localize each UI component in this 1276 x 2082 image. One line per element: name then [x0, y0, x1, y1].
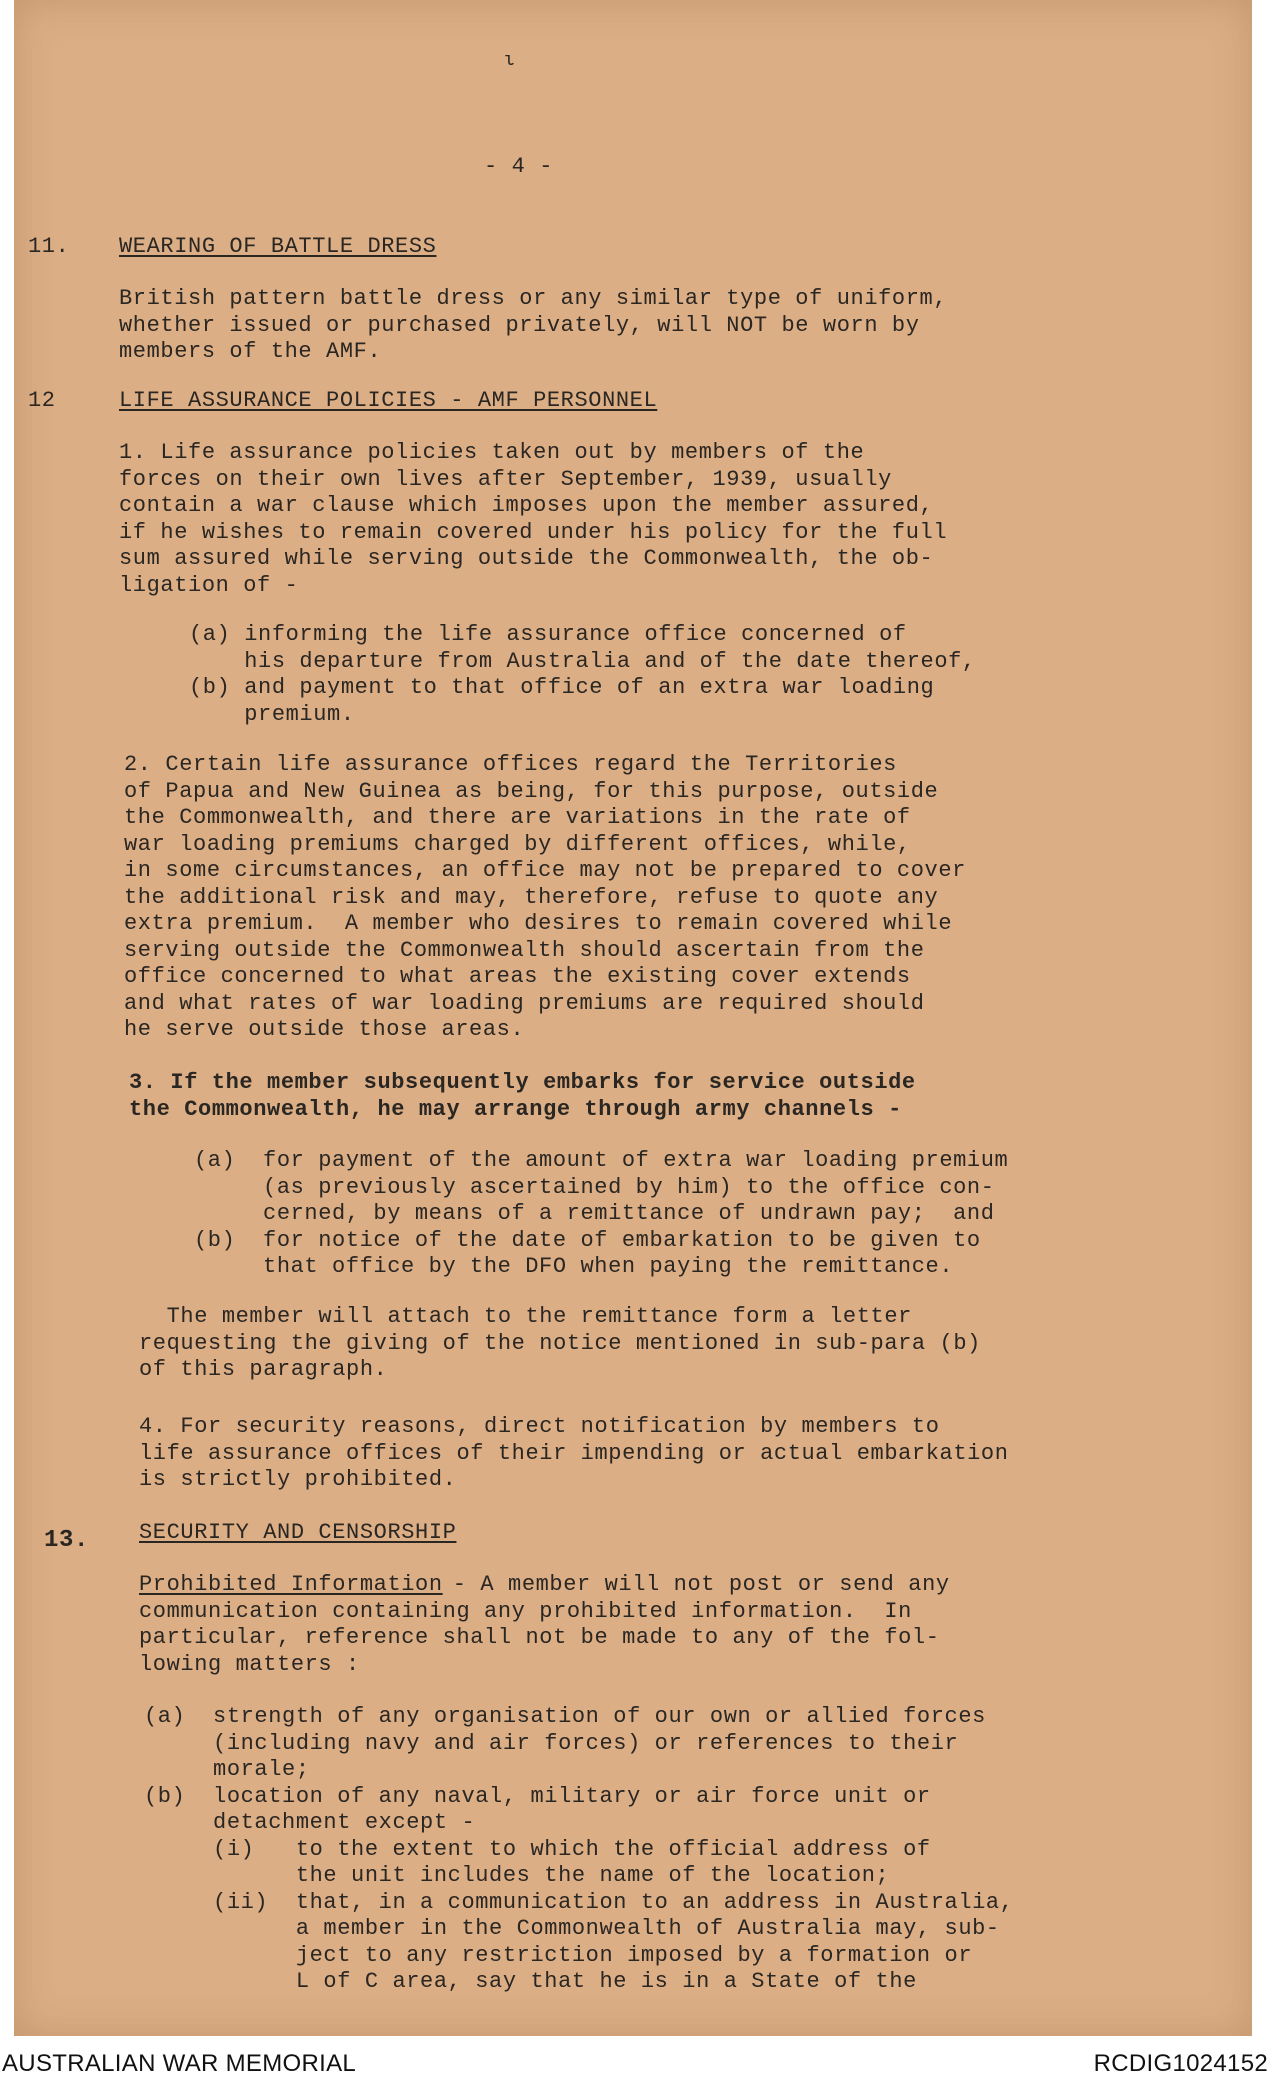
section-12-para-3 — [129, 1070, 916, 1123]
text-line: forces on their own lives after September, 1939, usually — [119, 466, 892, 492]
text-line: requesting the giving of the notice mentioned in sub-para (b) — [139, 1330, 981, 1356]
text-line: a member in the Commonwealth of Australia may, sub- — [144, 1916, 1000, 1941]
section-12-para-1 — [119, 440, 947, 599]
section-12-para-1-items — [189, 622, 976, 728]
text-line: he serve outside those areas. — [124, 1017, 525, 1042]
text-line: the additional risk and may, therefore, refuse to quote any — [124, 884, 939, 910]
section-11-heading: WEARING OF BATTLE DRESS — [119, 234, 437, 259]
text-line: war loading premiums charged by different offices, while, — [124, 831, 911, 857]
section-13-intro — [139, 1572, 950, 1678]
section-11-number: 11. — [28, 234, 70, 259]
text-line: extra premium. A member who desires to remain covered while — [124, 911, 953, 936]
section-13-heading: SECURITY AND CENSORSHIP — [139, 1520, 457, 1545]
section-12-para-3-note — [139, 1304, 981, 1384]
text-line: of Papua and New Guinea as being, for this purpose, outside — [124, 778, 939, 804]
text-line: 1. Life assurance policies taken out by members of the — [119, 440, 865, 465]
text-line: and what rates of war loading premiums are required should — [124, 990, 925, 1016]
text-line: his departure from Australia and of the date thereof, — [189, 648, 976, 674]
text-line: the Commonwealth, and there are variations in the rate of — [124, 805, 911, 830]
text-line: - A member will not post or send any — [439, 1572, 950, 1597]
section-11-body — [119, 286, 947, 366]
section-12-para-2 — [124, 752, 966, 1044]
text-line: the unit includes the name of the location; — [144, 1863, 890, 1888]
section-13-items — [144, 1704, 1014, 1996]
section-12-para-3-items — [194, 1148, 1008, 1281]
footer — [0, 2044, 1276, 2082]
section-12-number: 12 — [28, 388, 56, 413]
section-13-intro-label: Prohibited Information — [139, 1572, 443, 1597]
text-line: (a) informing the life assurance office concerned of — [189, 622, 907, 647]
text-line: sum assured while serving outside the Commonwealth, the ob- — [119, 546, 934, 571]
text-line: particular, reference shall not be made to any of the fol- — [139, 1625, 940, 1650]
text-line: premium. — [189, 701, 355, 727]
text-line: communication containing any prohibited information. In — [139, 1598, 912, 1624]
text-line: contain a war clause which imposes upon the member assured, — [119, 493, 934, 518]
text-line: is strictly prohibited. — [139, 1467, 457, 1492]
text-line: office concerned to what areas the existing cover extends — [124, 964, 911, 989]
page-mark: ι — [504, 51, 516, 71]
text-line: (b) for notice of the date of embarkation to be given to — [194, 1227, 981, 1253]
text-line: that office by the DFO when paying the remittance. — [194, 1254, 954, 1279]
text-line: the Commonwealth, he may arrange through army channels - — [129, 1096, 902, 1122]
section-13-number: 13. — [44, 1527, 90, 1554]
footer-source: AUSTRALIAN WAR MEMORIAL — [2, 2050, 357, 2077]
text-line: (b) location of any naval, military or air force unit or — [144, 1783, 931, 1809]
text-line: 3. If the member subsequently embarks for service outside — [129, 1070, 916, 1095]
text-line: (a) for payment of the amount of extra war loading premium — [194, 1148, 1009, 1173]
text-line: detachment except - — [144, 1810, 476, 1835]
text-line: (i) to the extent to which the official address of — [144, 1836, 931, 1862]
text-line: The member will attach to the remittance form a letter — [139, 1304, 912, 1329]
text-line: in some circumstances, an office may not be prepared to cover — [124, 858, 966, 883]
text-line: L of C area, say that he is in a State of the — [144, 1969, 917, 1994]
text-line: of this paragraph. — [139, 1357, 388, 1382]
text-line: (a) strength of any organisation of our own or allied forces — [144, 1704, 986, 1729]
text-line: 4. For security reasons, direct notification by members to — [139, 1414, 940, 1439]
text-line: 2. Certain life assurance offices regard the Territories — [124, 752, 897, 777]
text-line: ject to any restriction imposed by a formation or — [144, 1942, 973, 1968]
text-line: ligation of - — [119, 572, 299, 598]
section-12-heading: LIFE ASSURANCE POLICIES - AMF PERSONNEL — [119, 388, 658, 413]
text-line: cerned, by means of a remittance of undrawn pay; and — [194, 1201, 995, 1226]
text-line: (b) and payment to that office of an extra war loading — [189, 675, 935, 700]
text-line: (ii) that, in a communication to an address in Australia, — [144, 1889, 1014, 1915]
document-page — [14, 0, 1252, 2036]
text-line: (as previously ascertained by him) to the office con- — [194, 1174, 995, 1200]
text-line: members of the AMF. — [119, 339, 382, 364]
text-line: serving outside the Commonwealth should ascertain from the — [124, 937, 925, 963]
footer-id: RCDIG1024152 — [1093, 2050, 1268, 2077]
section-12-para-4 — [139, 1414, 1009, 1494]
text-line: whether issued or purchased privately, will NOT be worn by — [119, 312, 920, 338]
text-line: if he wishes to remain covered under his policy for the full — [119, 519, 948, 545]
text-line: morale; — [144, 1757, 310, 1782]
text-line: British pattern battle dress or any similar type of uniform, — [119, 286, 948, 311]
text-line: lowing matters : — [139, 1651, 360, 1677]
text-line: life assurance offices of their impending or actual embarkation — [139, 1440, 1009, 1466]
text-line: (including navy and air forces) or references to their — [144, 1730, 959, 1756]
page-number: - 4 - — [484, 154, 554, 179]
